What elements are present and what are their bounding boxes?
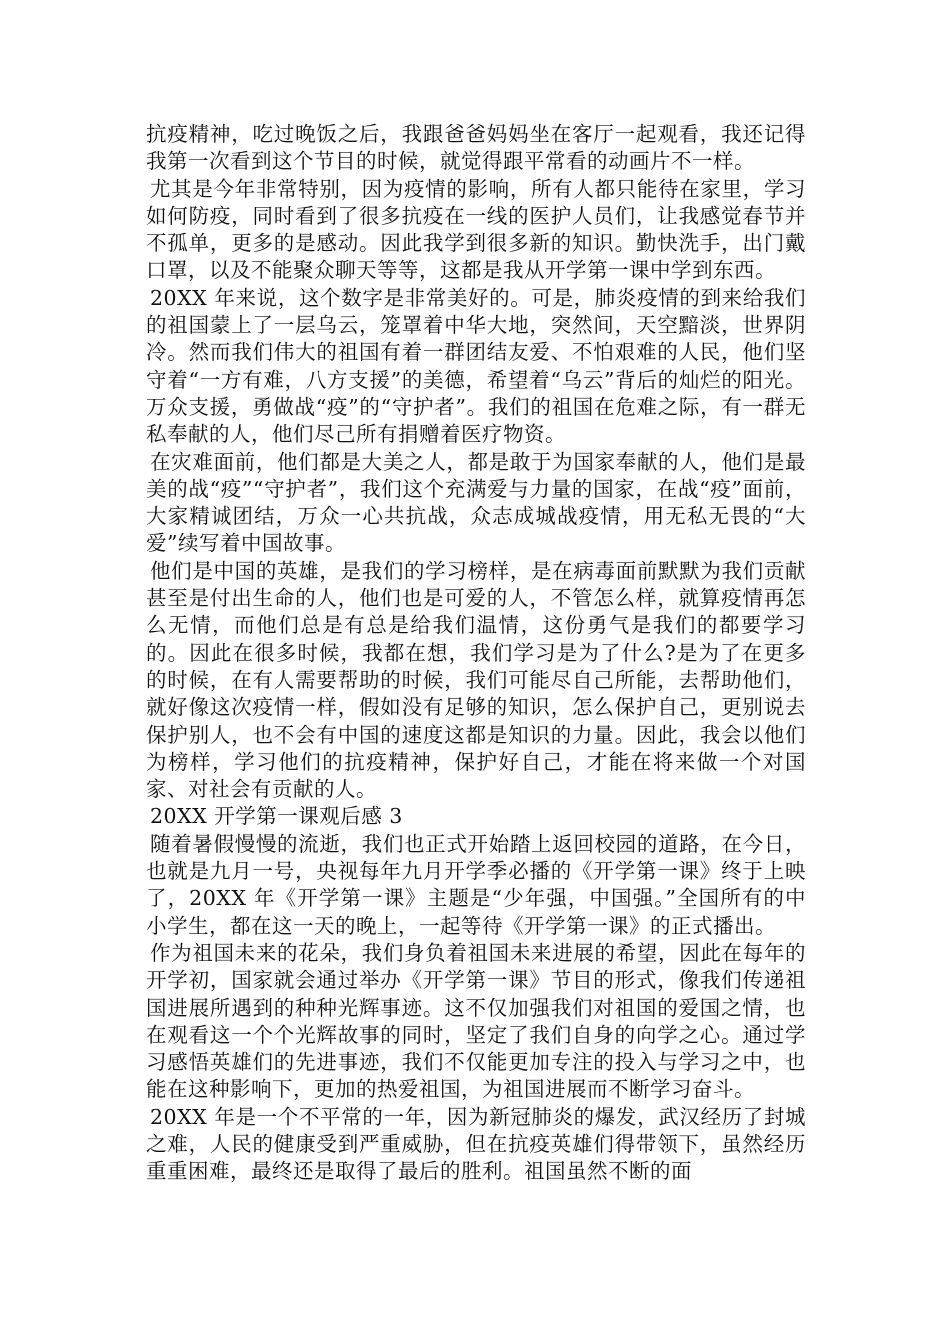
paragraph-year-outbreak: 20XX 年来说，这个数字是非常美好的。可是，肺炎疫情的到来给我们的祖国蒙上了一层乌云，笼罩着中华大地，突然间，天空黯淡，世界阴冷。然而我们伟大的祖国有着一群团结友爱、不怕艰难的人民，他们坚守着“一方有难，八方支援”的美德，希望着“乌云”背后的灿烂的阳光。万众支援，勇做战“疫”的“守护者”。我们的祖国在危难之际，有一群无私奉献的人，他们尽己所有捐赠着医疗物资。 [146,285,806,447]
paragraph-future-flowers: 作为祖国未来的花朵，我们身负着祖国未来进展的希望，因此在每年的开学初，国家就会通过举办《开学第一课》节目的形式，像我们传递祖国进展所遇到的种种光辉事迹。这不仅加强我们对祖国的爱国之情，也在观看这一个个光辉故事的同时，坚定了我们自身的向学之心。通过学习感悟英雄们的先进事迹，我们不仅能更加专注的投入与学习之中，也能在这种影响下，更加的热爱祖国，为祖国进展而不断学习奋斗。 [146,940,806,1102]
paragraph-guardians: 在灾难面前，他们都是大美之人，都是敢于为国家奉献的人，他们是最美的战“疫”“守护者”，我们这个充满爱与力量的国家，在战“疫”面前，大家精诚团结，万众一心共抗战，众志成城战疫情，用无私无畏的“大爱”续写着中国故事。 [146,449,806,556]
paragraph-heroes: 他们是中国的英雄，是我们的学习榜样，是在病毒面前默默为我们贡献甚至是付出生命的人，他们也是可爱的人，不管怎么样，就算疫情再怎么无情，而他们总是有总是给我们温情，这份勇气是我们的都要学习的。因此在很多时候，我都在想，我们学习是为了什么?是为了在更多的时候，在有人需要帮助的时候，我们可能尽自己所能，去帮助他们，就好像这次疫情一样，假如没有足够的知识，怎么保护自己，更别说去保护别人，也不会有中国的速度这都是知识的力量。因此，我会以他们为榜样，学习他们的抗疫精神，保护好自己，才能在将来做一个对国家、对社会有贡献的人。 [146,558,806,802]
section-heading: 20XX 开学第一课观后感 3 [150,804,403,829]
paragraph-continuation: 抗疫精神，吃过晚饭之后，我跟爸爸妈妈坐在客厅一起观看，我还记得我第一次看到这个节目的时候，就觉得跟平常看的动画片不一样。 [146,122,806,174]
document-body [146,121,806,1186]
paragraph-summer-end: 随着暑假慢慢的流逝，我们也正式开始踏上返回校园的道路，在今日，也就是九月一号，央视每年九月开学季必播的《开学第一课》终于上映了，20XX 年《开学第一课》主题是“少年强，中国强。”全国所有的中小学生，都在这一天的晚上，一起等待《开学第一课》的正式播出。 [146,831,806,938]
paragraph-spring-festival: 尤其是今年非常特别，因为疫情的影响，所有人都只能待在家里，学习如何防疫，同时看到了很多抗疫在一线的医护人员们，让我感觉春节并不孤单，更多的是感动。因此我学到很多新的知识。勤快洗手，出门戴口罩，以及不能聚众聊天等等，这都是我从开学第一课中学到东西。 [146,176,806,283]
paragraph-unusual-year: 20XX 年是一个不平常的一年，因为新冠肺炎的爆发，武汉经历了封城之难，人民的健康受到严重威胁，但在抗疫英雄们得带领下，虽然经历重重困难，最终还是取得了最后的胜利。祖国虽然不断的面 [146,1104,806,1184]
